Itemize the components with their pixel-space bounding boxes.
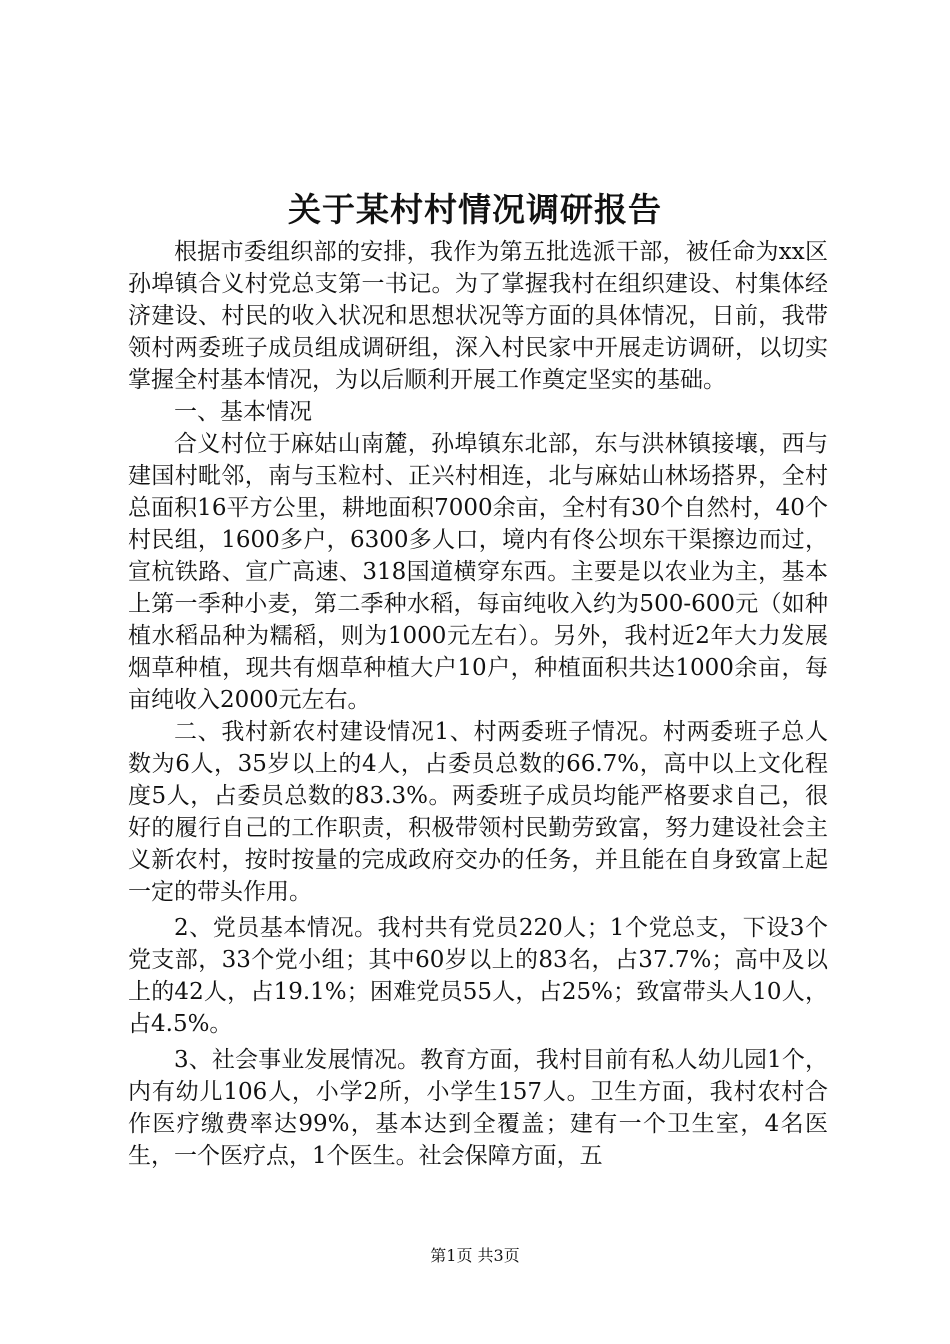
document-body [128,236,828,1172]
section-heading-basic: 一、基本情况 [174,399,312,425]
paragraph-intro: 根据市委组织部的安排，我作为第五批选派干部，被任命为xx区孙埠镇合义村党总支第一书记。为了掌握我村在组织建设、村集体经济建设、村民的收入状况和思想状况等方面的具体情况，日前，我带领村两委班子成员组成调研组，深入村民家中开展走访调研，以切实掌握全村基本情况，为以后顺利开展工作奠定坚实的基础。 [128,239,828,393]
page-footer: 第1页 共3页 [430,1246,520,1265]
paragraph-social-affairs: 3、社会事业发展情况。教育方面，我村目前有私人幼儿园1个，内有幼儿106人，小学2所，小学生157人。卫生方面，我村农村合作医疗缴费率达99%，基本达到全覆盖；建有一个卫生室，4名医生，一个医疗点，1个医生。社会保障方面，五 [128,1047,828,1169]
paragraph-basic-info: 合义村位于麻姑山南麓，孙埠镇东北部，东与洪林镇接壤，西与建国村毗邻，南与玉粒村、正兴村相连，北与麻姑山林场搭界，全村总面积16平方公里，耕地面积7000余亩，全村有30个自然村，40个村民组，1600多户，6300多人口，境内有佟公坝东干渠擦边而过，宣杭铁路、宣广高速、318国道横穿东西。主要是以农业为主，基本上第一季种小麦，第二季种水稻，每亩纯收入约为500-600元（如种植水稻品种为糯稻，则为1000元左右）。另外，我村近2年大力发展烟草种植，现共有烟草种植大户10户，种植面积共达1000余亩，每亩纯收入2000元左右。 [128,431,828,713]
paragraph-party-members: 2、党员基本情况。我村共有党员220人；1个党总支，下设3个党支部，33个党小组；其中60岁以上的83名，占37.7%；高中及以上的42人，占19.1%；困难党员55人，占25%；致富带头人10人，占4.5%。 [128,915,828,1037]
document-title: 关于某村村情况调研报告 [288,190,662,229]
paragraph-committee: 二、我村新农村建设情况1、村两委班子情况。村两委班子总人数为6人，35岁以上的4人，占委员总数的66.7%，高中以上文化程度5人，占委员总数的83.3%。两委班子成员均能严格要求自己，很好的履行自己的工作职责，积极带领村民勤劳致富，努力建设社会主义新农村，按时按量的完成政府交办的任务，并且能在自身致富上起一定的带头作用。 [128,719,828,905]
